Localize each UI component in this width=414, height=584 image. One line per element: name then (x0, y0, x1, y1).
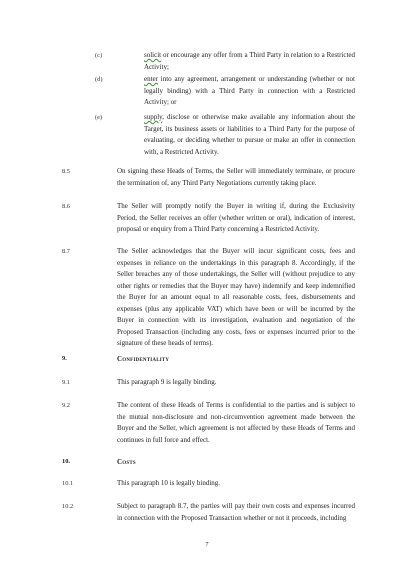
subclause-label: (c) (95, 52, 103, 59)
subclause-first-word: supply (144, 113, 163, 121)
subclause-rest: into any agreement, arrangement or understanding (whether or not legally binding) with a Third Party in connection with a Restricted Activity; or (144, 75, 355, 106)
subclause-first-word: enter (144, 75, 158, 83)
subclause-label: (e) (95, 114, 103, 121)
heading-confidentiality: Confidentiality (117, 355, 170, 363)
subclause-text (144, 112, 355, 158)
heading-number: 10. (62, 458, 70, 465)
clause-number: 10.2 (62, 503, 74, 510)
subclause-text (144, 74, 355, 109)
subclause-rest: or encourage any offer from a Third Party in relation to a Restricted Activity; (144, 51, 355, 71)
clause-number: 9.2 (62, 402, 70, 409)
subclause-text (144, 50, 355, 73)
clause-number: 8.5 (62, 168, 70, 175)
page-number: 7 (205, 541, 209, 548)
subclause-rest: , disclose or otherwise make available any information about the Target, its business assets or liabilities to a Third Party for the purpose of evaluating, or deciding whether to pursue or make an offer in connection with, a Restricted Activity. (144, 113, 355, 156)
clause-number: 9.1 (62, 379, 70, 386)
clause-text: The Seller will promptly notify the Buyer in writing if, during the Exclusivity Period, the Seller receives an offer (whether written or oral), indication of interest, proposal or enquiry from a Third Party concerning a Restricted Activity. (117, 202, 355, 233)
clause-text: The content of these Heads of Terms is confidential to the parties and is subject to the mutual non-disclosure and non-circumvention agreement made between the Buyer and the Seller, which agreement is not affected by these Heads of Terms and continues in full force and effect. (117, 401, 355, 444)
clause-text: Subject to paragraph 8.7, the parties will pay their own costs and expenses incurred in connection with the Proposed Transaction whether or not it proceeds, including (117, 502, 355, 522)
clause-number: 8.6 (62, 203, 70, 210)
subclause-label: (d) (95, 76, 103, 83)
clause-text: On signing these Heads of Terms, the Seller will immediately terminate, or procure the termination of, any Third Party Negotiations currently taking place. (117, 167, 355, 187)
heading-costs: Costs (117, 458, 136, 466)
clause-text: The Seller acknowledges that the Buyer will incur significant costs, fees and expenses in reliance on the undertakings in this paragraph 8. Accordingly, if the Seller breaches any of those undertakings, the Seller will (without prejudice to any other rights or remedies that the Buyer may have) indemnify and keep indemnified the Buyer for an amount equal to all reasonable costs, fees, disbursements and expenses (plus any applicable VAT) which have been or will be incurred by the Buyer in connection with its investigation, evaluation and negotiation of the Proposed Transaction (including any costs, fees or expenses incurred prior to the signature of these heads of terms). (117, 247, 355, 347)
clause-text: This paragraph 9 is legally binding. (117, 378, 217, 386)
clause-number: 10.1 (62, 480, 74, 487)
clause-text: This paragraph 10 is legally binding. (117, 479, 221, 487)
clause-number: 8.7 (62, 248, 70, 255)
subclause-first-word: solicit (144, 51, 162, 59)
heading-number: 9. (62, 355, 67, 362)
